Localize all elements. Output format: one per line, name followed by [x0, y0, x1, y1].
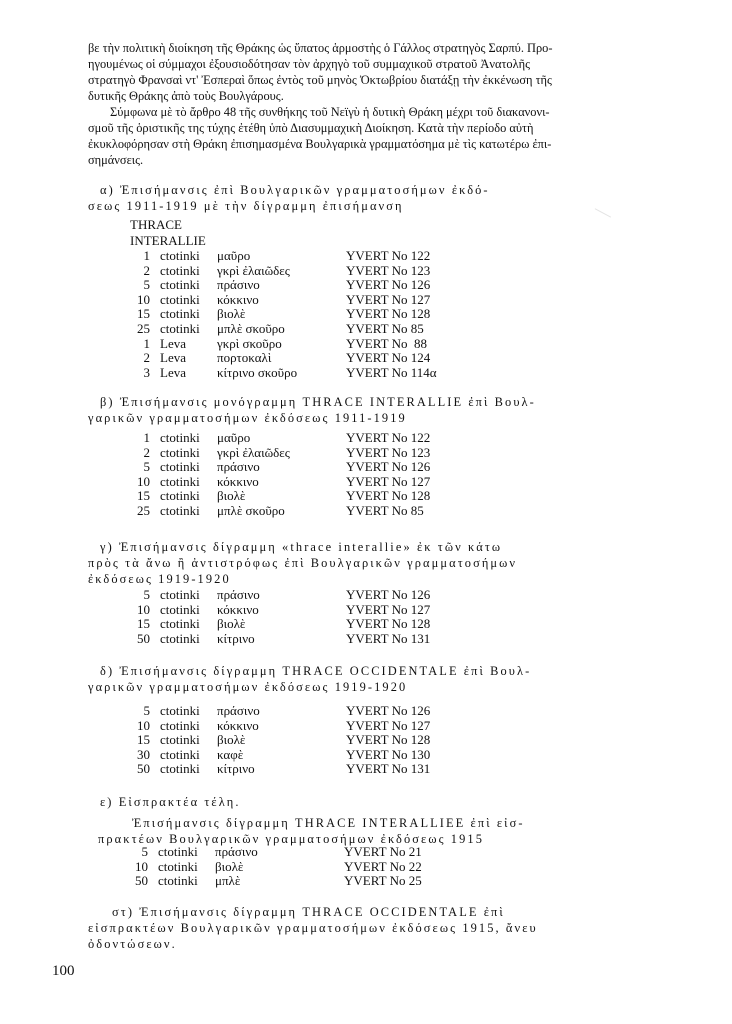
intro-paragraph [88, 40, 660, 104]
currency: Leva [160, 335, 186, 351]
catalog-number: YVERT No 127 [346, 601, 431, 617]
currency: ctotinki [160, 732, 200, 748]
currency: ctotinki [158, 844, 198, 859]
stamp-color: βιολὲ [217, 488, 246, 504]
currency: ctotinki [160, 459, 200, 475]
currency: ctotinki [160, 601, 200, 617]
section-e-heading [100, 794, 660, 810]
catalog-number: YVERT No 131 [346, 761, 431, 777]
stamp-color: πράσινο [217, 459, 260, 475]
stamp-color: κόκκινο [217, 717, 259, 733]
denomination: 10 [137, 601, 150, 617]
heading-line: β) Ἐπισήμανσις μονόγραμμη THRACE INTERALLIE ἐπὶ Βουλ- [100, 395, 536, 409]
catalog-number: YVERT No 128 [346, 616, 431, 632]
currency: ctotinki [158, 858, 198, 874]
catalog-number: YVERT No 85 [346, 320, 424, 336]
catalog-number: YVERT No 124 [346, 350, 431, 366]
catalog-number: YVERT No 122 [346, 430, 431, 445]
section-e-subheading [98, 815, 660, 847]
stamp-color: πράσινο [217, 277, 260, 293]
denomination: 5 [141, 844, 148, 859]
denomination: 15 [137, 616, 150, 632]
heading-line: σεως 1911-1919 μὲ τὴν δίγραμμη ἐπισήμανση [88, 199, 404, 213]
stamp-color: μαῦρο [217, 430, 251, 445]
denomination: 50 [137, 761, 150, 777]
catalog-number: YVERT No 85 [346, 502, 424, 518]
catalog-number: YVERT No 127 [346, 473, 431, 489]
catalog-number: YVERT No 127 [346, 291, 431, 307]
denomination: 5 [143, 277, 150, 293]
catalog-number: YVERT No 126 [346, 277, 431, 293]
text-line: ἐκυκλοφόρησαν στὴ Θράκη ἐπισημασμένα Βουλγαρικὰ γραμματόσημα μὲ τὶς κατωτέρω ἐπι- [88, 137, 552, 151]
denomination: 10 [137, 473, 150, 489]
text-line: βε τὴν πολιτικὴ διοίκηση τῆς Θράκης ὡς ὕπατος ἁρμοστὴς ὁ Γάλλος στρατηγὸς Σαρπύ. Προ- [88, 41, 553, 55]
currency: ctotinki [160, 291, 200, 307]
denomination: 50 [137, 630, 150, 646]
heading-line: πρὸς τὰ ἄνω ἢ ἀντιστρόφως ἐπὶ Βουλγαρικῶν γραμματοσήμων [88, 556, 518, 570]
stamp-color: μαῦρο [217, 248, 251, 263]
catalog-number: YVERT No 114α [346, 364, 437, 380]
currency: ctotinki [160, 248, 200, 263]
stamp-color: πράσινο [217, 703, 260, 718]
catalog-number: YVERT No 126 [346, 587, 431, 602]
stamp-color: γκρὶ ἐλαιῶδες [217, 444, 290, 460]
currency: Leva [160, 350, 186, 366]
stamp-color: βιολὲ [217, 306, 246, 322]
stamp-color: μπλὲ [215, 873, 241, 889]
denomination: 15 [137, 306, 150, 322]
catalog-number: YVERT No 123 [346, 444, 431, 460]
catalog-number: YVERT No 88 [346, 335, 427, 351]
catalog-number: YVERT No 126 [346, 459, 431, 475]
currency: Leva [160, 364, 186, 380]
currency: ctotinki [160, 587, 200, 602]
heading-line: γαρικῶν γραμματοσήμων ἐκδόσεως 1911-1919 [88, 411, 407, 425]
denomination: 10 [137, 717, 150, 733]
denomination: 15 [137, 732, 150, 748]
stamp-color: πράσινο [217, 587, 260, 602]
stamp-color: βιολὲ [215, 858, 244, 874]
catalog-number: YVERT No 128 [346, 306, 431, 322]
currency: ctotinki [160, 444, 200, 460]
currency: ctotinki [160, 502, 200, 518]
currency: ctotinki [158, 873, 198, 889]
currency: ctotinki [160, 761, 200, 777]
stamp-color: βιολὲ [217, 732, 246, 748]
stamp-color: καφὲ [217, 746, 244, 762]
stamp-color: πορτοκαλὶ [217, 350, 272, 366]
denomination: 15 [137, 488, 150, 504]
page-number: 100 [52, 963, 75, 979]
stamp-color: πράσινο [215, 844, 258, 859]
catalog-number: YVERT No 130 [346, 746, 431, 762]
overprint-line: INTERALLIE [130, 233, 206, 248]
section-f-heading [88, 904, 662, 952]
currency: ctotinki [160, 488, 200, 504]
stamp-color: κίτρινο σκοῦρο [217, 364, 298, 380]
stamp-color: γκρὶ σκοῦρο [217, 335, 282, 351]
denomination: 1 [143, 430, 150, 445]
currency: ctotinki [160, 616, 200, 632]
currency: ctotinki [160, 277, 200, 293]
catalog-number: YVERT No 21 [344, 844, 422, 859]
heading-line: ἐκδόσεως 1919-1920 [88, 572, 231, 586]
heading-line: ὀδοντώσεων. [88, 937, 177, 951]
denomination: 1 [143, 335, 150, 351]
stamp-color: γκρὶ ἐλαιῶδες [217, 262, 290, 278]
catalog-number: YVERT No 126 [346, 703, 431, 718]
denomination: 3 [143, 364, 150, 380]
currency: ctotinki [160, 306, 200, 322]
denomination: 5 [143, 703, 150, 718]
heading-line: δ) Ἐπισήμανσις δίγραμμη THRACE OCCIDENTALE ἐπὶ Βουλ- [100, 664, 532, 678]
stamp-color: κίτρινο [217, 761, 255, 777]
catalog-number: YVERT No 25 [344, 873, 422, 889]
heading-line: εἰσπρακτέων Βουλγαρικῶν γραμματοσήμων ἐκδόσεως 1915, ἄνευ [88, 921, 538, 935]
currency: ctotinki [160, 430, 200, 445]
heading-line: α) Ἐπισήμανσις ἐπὶ Βουλγαρικῶν γραμματοσήμων ἐκδό- [100, 183, 490, 197]
section-c-heading [88, 539, 660, 587]
stamp-color: μπλὲ σκοῦρο [217, 320, 285, 336]
catalog-number: YVERT No 22 [344, 858, 422, 874]
stamp-color: κόκκινο [217, 291, 259, 307]
denomination: 30 [137, 746, 150, 762]
overprint-label [130, 217, 206, 249]
catalog-number: YVERT No 128 [346, 488, 431, 504]
stamp-color: κόκκινο [217, 473, 259, 489]
currency: ctotinki [160, 703, 200, 718]
catalog-number: YVERT No 131 [346, 630, 431, 646]
currency: ctotinki [160, 262, 200, 278]
section-d-heading [88, 663, 660, 695]
catalog-number: YVERT No 127 [346, 717, 431, 733]
currency: ctotinki [160, 630, 200, 646]
currency: ctotinki [160, 320, 200, 336]
denomination: 2 [143, 262, 150, 278]
currency: ctotinki [160, 746, 200, 762]
stamp-color: κίτρινο [217, 630, 255, 646]
text-line: σμοῦ τῆς ὁριστικῆς της τύχης ἐτέθη ὑπὸ Διασυμμαχικὴ Διοίκηση. Κατὰ τὴν περίοδο αὐτὴ [88, 121, 534, 135]
text-line: σημάνσεις. [88, 153, 144, 167]
text-line: δυτικῆς Θράκης ἀπὸ τοὺς Βουλγάρους. [88, 89, 284, 103]
denomination: 5 [143, 587, 150, 602]
heading-line: ε) Εἰσπρακτέα τέλη. [100, 795, 241, 809]
denomination: 2 [143, 350, 150, 366]
overprint-line: THRACE [130, 217, 182, 232]
heading-line: Ἐπισήμανσις δίγραμμη THRACE INTERALLIEE ἐπὶ εἰσ- [132, 816, 525, 830]
denomination: 25 [137, 320, 150, 336]
catalog-number: YVERT No 128 [346, 732, 431, 748]
treaty-paragraph [88, 104, 660, 168]
denomination: 10 [135, 858, 148, 874]
heading-line: στ) Ἐπισήμανσις δίγραμμη THRACE OCCIDENTALE ἐπὶ [112, 905, 505, 919]
stamp-color: μπλὲ σκοῦρο [217, 502, 285, 518]
denomination: 2 [143, 444, 150, 460]
catalog-number: YVERT No 123 [346, 262, 431, 278]
stamp-color: κόκκινο [217, 601, 259, 617]
denomination: 50 [135, 873, 148, 889]
heading-line: γαρικῶν γραμματοσήμων ἐκδόσεως 1919-1920 [88, 680, 408, 694]
denomination: 5 [143, 459, 150, 475]
heading-line: γ) Ἐπισήμανσις δίγραμμη «thrace interallie» ἐκ τῶν κάτω [100, 540, 503, 554]
currency: ctotinki [160, 717, 200, 733]
denomination: 10 [137, 291, 150, 307]
stamp-color: βιολὲ [217, 616, 246, 632]
section-a-heading [88, 182, 660, 214]
text-line: στρατηγὸ Φρανσαὶ ντ' Ἐσπεραὶ ὅπως ἐντὸς τοῦ μηνὸς Ὀκτωβρίου διατάξῃ τὴν ἐκκένωση τῆς [88, 73, 552, 87]
catalog-number: YVERT No 122 [346, 248, 431, 263]
section-b-heading [88, 394, 660, 426]
text-line: Σύμφωνα μὲ τὸ ἄρθρο 48 τῆς συνθήκης τοῦ Νεϊγὺ ἡ δυτικὴ Θράκη μέχρι τοῦ διακανονι- [110, 105, 550, 119]
denomination: 1 [143, 248, 150, 263]
heading-line: πρακτέων Βουλγαρικῶν γραμματοσήμων ἐκδόσεως 1915 [98, 832, 484, 846]
denomination: 25 [137, 502, 150, 518]
currency: ctotinki [160, 473, 200, 489]
text-line: ηγουμένως οἱ σύμμαχοι ἐξουσιοδότησαν τὸν ἀρχηγὸ τοῦ συμμαχικοῦ στρατοῦ Ἀνατολῆς [88, 57, 531, 71]
